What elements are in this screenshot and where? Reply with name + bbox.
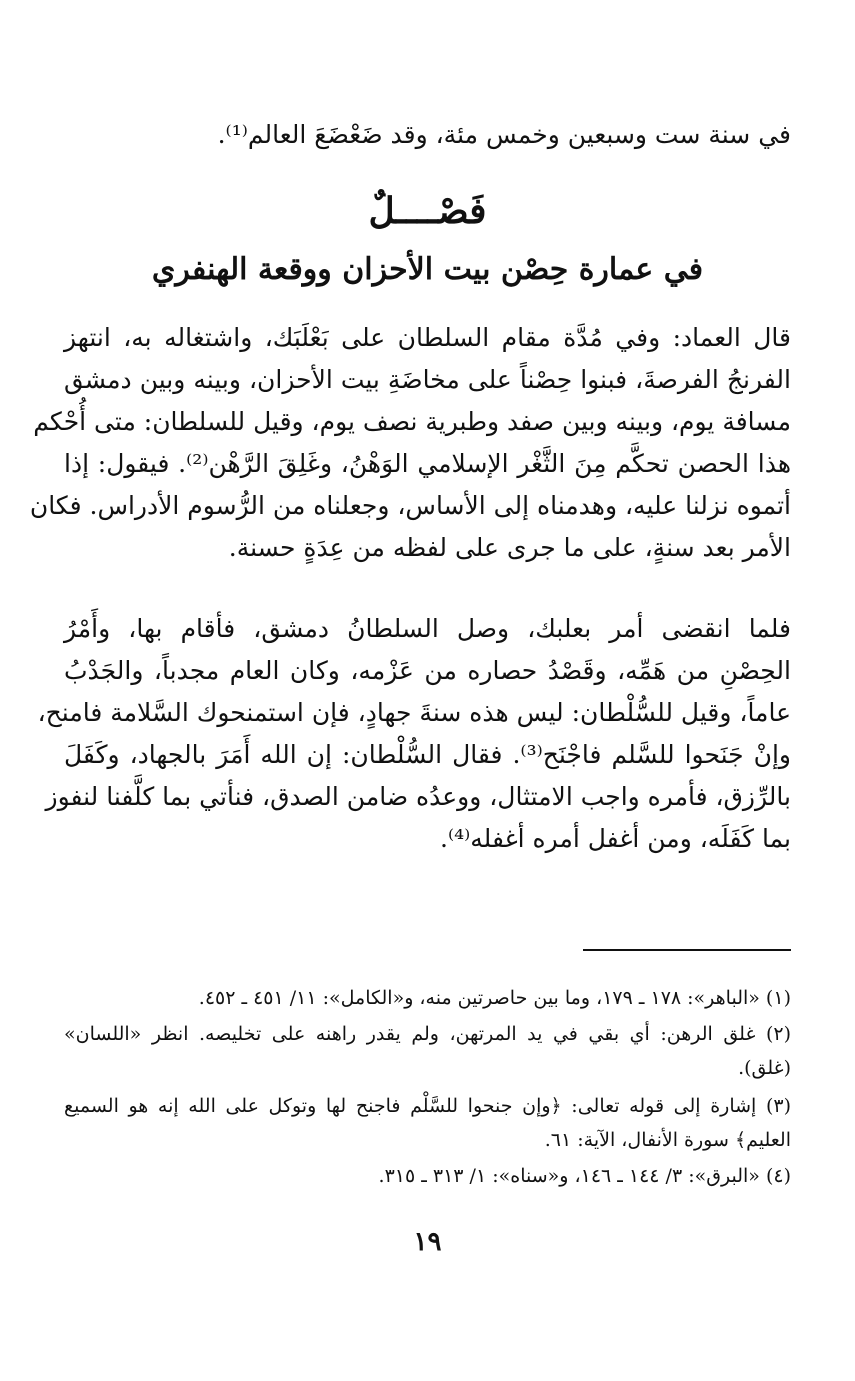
text-line-carryover: في سنة ست وسبعين وخمس مئة، وقد ضَعْضَعَ العالم⁽¹⁾. — [217, 120, 791, 149]
footnote-2-continued: (غلق). — [738, 1057, 791, 1079]
text-line: مسافة يوم، وبينه وبين صفد وطبرية نصف يوم، وقيل للسلطان: متى أُحْكم — [33, 407, 791, 436]
text-line: بما كَفَلَه، ومن أغفل أمره أغفله⁽⁴⁾. — [440, 824, 791, 853]
footnote-4: (٤) «البرق»: ٣/ ١٤٤ ـ ١٤٦، و«سناه»: ١/ ٣١٣ ـ ٣١٥. — [378, 1165, 791, 1187]
text-line: قال العماد: وفي مُدَّة مقام السلطان على بَعْلَبَك، واشتغاله به، انتهز — [64, 323, 791, 352]
text-line: بالرِّزق، فأمره واجب الامتثال، ووعدُه ضامن الصدق، فنأتي بما كلَّفنا لنفوز — [45, 782, 791, 811]
footnote-3: (٣) إشارة إلى قوله تعالى: ﴿وإن جنحوا للسَّلْم فاجنح لها وتوكل على الله إنه هو السميع — [64, 1095, 791, 1117]
text-line: الفرنجُ الفرصةَ، فبنوا حِصْناً على مخاضَةِ بيت الأحزان، وبينه وبين دمشق — [64, 365, 791, 394]
footnote-separator — [583, 949, 791, 951]
text-line: الأمر بعد سنةٍ، على ما جرى على لفظه من عِدَةٍ حسنة. — [228, 533, 791, 562]
footnote-2: (٢) غلق الرهن: أي بقي في يد المرتهن، ولم يقدر راهنه على تخليصه. انظر «اللسان» — [64, 1023, 791, 1045]
text-line: أتموه نزلنا عليه، وهدمناه إلى الأساس، وجعلناه من الرُّسوم الأدراس. فكان — [29, 491, 791, 520]
text-line: هذا الحصن تحكَّم مِنَ الثَّغْر الإسلامي الوَهْنُ، وغَلِقَ الرَّهْن⁽²⁾. فيقول: إذا — [64, 449, 792, 478]
section-heading: في عمارة حِصْن بيت الأحزان ووقعة الهنفري — [151, 252, 704, 287]
section-title: فَصْــــلٌ — [368, 190, 487, 232]
text-line: عاماً، وقيل للسُّلْطان: ليس هذه سنةَ جهادٍ، فإن استمنحوك السَّلامة فامنح، — [37, 698, 791, 727]
footnote-3-continued: العليم﴾ سورة الأنفال، الآية: ٦١. — [544, 1129, 791, 1151]
text-line: الحِصْنِ من هَمِّه، وقَصْدُ حصاره من عَزْمه، وكان العام مجدباً، والجَدْبُ — [64, 656, 791, 685]
page-number: ١٩ — [413, 1227, 442, 1257]
footnote-1: (١) «الباهر»: ١٧٨ ـ ١٧٩، وما بين حاصرتين منه، و«الكامل»: ١١/ ٤٥١ ـ ٤٥٢. — [198, 987, 791, 1009]
text-line: وإنْ جَنَحوا للسَّلم فاجْنَح⁽³⁾. فقال السُّلْطان: إن الله أَمَرَ بالجهاد، وكَفَلَ — [64, 740, 792, 769]
text-line: فلما انقضى أمر بعلبك، وصل السلطانُ دمشق، فأقام بها، وأَمْرُ — [64, 614, 791, 643]
